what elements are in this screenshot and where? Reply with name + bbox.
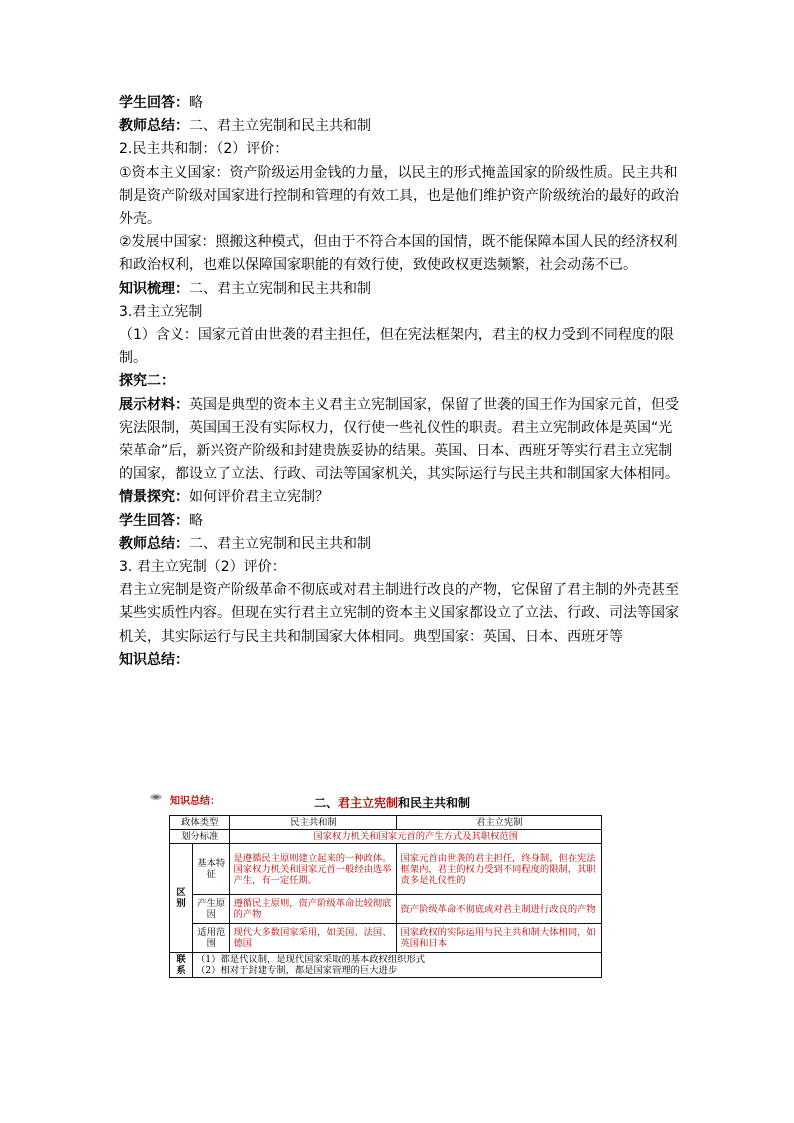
- row-label: 基本特征: [193, 844, 230, 895]
- link-line: （2）相对于封建专制，都是国家管理的巨大进步: [196, 965, 398, 976]
- paragraph-label: 展示材料：: [119, 396, 189, 413]
- paragraph-label: 教师总结：: [119, 118, 189, 135]
- paragraph-text: 3.君主立宪制: [119, 303, 203, 320]
- paragraph-text: （1）含义：国家元首由世袭的君主担任，但在宪法框架内，君主的权力受到不同程度的限制。: [119, 327, 674, 367]
- figure-title: [314, 794, 470, 811]
- header-cell-republic: 民主共和制: [230, 816, 397, 830]
- paragraph: [119, 162, 684, 232]
- paragraph-text: 君主立宪制是资产阶级革命不彻底或对君主制进行改良的产物，它保留了君主制的外壳甚至某些实质性内容。但现在实行君主立宪制的资本主义国家都设立了立法、行政、司法等国家机关，其实际运行与民主共和制国家大体相同。典型国家：英国、日本、西班牙等: [119, 582, 679, 645]
- paragraph-text: ②发展中国家：照搬这种模式，但由于不符合本国的国情，既不能保障本国人民的经济权利和政治权利，也难以保障国家职能的有效行使，致使政权更迭频繁，社会动荡不已。: [119, 234, 678, 274]
- figure-header: [144, 788, 604, 812]
- paragraph-label: 教师总结：: [119, 535, 189, 552]
- table-row: [170, 953, 602, 978]
- paragraph-text: 二、君主立宪制和民主共和制: [189, 280, 371, 297]
- paragraph-text: 二、君主立宪制和民主共和制: [189, 118, 371, 135]
- paragraph-text: 略: [189, 512, 203, 529]
- paragraph: [119, 324, 684, 370]
- paragraph: [119, 231, 684, 277]
- paragraph: [119, 92, 684, 115]
- row-label: 适用范围: [193, 924, 230, 953]
- paragraph-text: 3. 君主立宪制（2）评价：: [119, 559, 286, 576]
- paragraph: [119, 533, 684, 556]
- row-cell: 国家权力机关和国家元首的产生方式及其职权范围: [230, 830, 602, 844]
- paragraph-label: 学生回答：: [119, 512, 189, 529]
- paragraph-label: 知识总结：: [119, 651, 189, 668]
- paragraph: [119, 115, 684, 138]
- paragraph: [119, 370, 684, 393]
- group-label: 区别: [170, 844, 193, 953]
- paragraph-label: 学生回答：: [119, 95, 189, 111]
- table-header-row: [170, 816, 602, 830]
- paragraph: [119, 278, 684, 301]
- paragraph-text: 2.民主共和制：（2）评价：: [119, 141, 289, 158]
- bullet-icon: [148, 792, 164, 802]
- row-cell: 遵循民主原则，资产阶级革命比较彻底的产物: [230, 895, 397, 924]
- paragraph-text: 英国是典型的资本主义君主立宪制国家，保留了世袭的国王作为国家元首，但受宪法限制，英国国王没有实际权力，仅行使一些礼仪性的职责。君主立宪制政体是英国“光荣革命”后，新兴资产阶级和封建贵族妥协的结果。英国、日本、西班牙等实行君主立宪制的国家，都设立了立法、行政、司法等国家机关，其实际运行与民主共和制国家大体相同。: [119, 396, 679, 483]
- table-row: [170, 895, 602, 924]
- figure-label: 知识总结：: [170, 796, 220, 807]
- paragraph: [119, 649, 684, 672]
- link-line: （1）都是代议制，是现代国家采取的基本政权组织形式: [196, 954, 426, 965]
- header-cell-type: 政体类型: [170, 816, 230, 830]
- row-cell: 资产阶级革命不彻底或对君主制进行改良的产物: [397, 895, 602, 924]
- paragraph: [119, 510, 684, 533]
- row-cell: 国家政权的实际运用与民主共和制大体相同，如英国和日本: [397, 924, 602, 953]
- row-label: 产生原因: [193, 895, 230, 924]
- paragraph: [119, 138, 684, 161]
- paragraph-text: ①资本主义国家：资产阶级运用金钱的力量，以民主的形式掩盖国家的阶级性质。民主共和制是资产阶级对国家进行控制和管理的有效工具，也是他们维护资产阶级统治的最好的政治外壳。: [119, 164, 679, 228]
- paragraph-label: 知识梳理：: [119, 280, 189, 297]
- link-label: 联系: [170, 953, 193, 978]
- paragraph: [119, 579, 684, 649]
- paragraph: [119, 556, 684, 579]
- row-cell: 国家元首由世袭的君主担任，终身制，但在宪法框架内，君主的权力受到不同程度的限制，其职责多是礼仪性的: [397, 844, 602, 895]
- comparison-table: [169, 815, 602, 978]
- table-row: [170, 844, 602, 895]
- table-row: [170, 924, 602, 953]
- document-body: [119, 92, 684, 672]
- figure-title-highlight: 君主立宪制: [338, 796, 399, 810]
- paragraph: [119, 486, 684, 509]
- knowledge-summary-figure: [144, 788, 604, 978]
- figure-title-suffix: 和民主共和制: [398, 796, 471, 810]
- paragraph-label: 探究二：: [119, 373, 175, 390]
- row-label: 划分标准: [170, 830, 230, 844]
- figure-title-prefix: 二、: [314, 796, 339, 810]
- row-cell: 是遵循民主原则建立起来的一种政体。国家权力机关和国家元首一般经由选举产生，有一定任期。: [230, 844, 397, 895]
- paragraph: [119, 301, 684, 324]
- paragraph-text: 如何评价君主立宪制？: [189, 489, 329, 506]
- paragraph-text: 略: [189, 95, 203, 111]
- header-cell-monarchy: 君主立宪制: [397, 816, 602, 830]
- paragraph-label: 情景探究：: [119, 489, 189, 506]
- paragraph-text: 二、君主立宪制和民主共和制: [189, 535, 371, 552]
- row-cell: 现代大多数国家采用，如美国、法国、德国: [230, 924, 397, 953]
- link-cell: [193, 953, 602, 978]
- paragraph: [119, 394, 684, 487]
- table-row: [170, 830, 602, 844]
